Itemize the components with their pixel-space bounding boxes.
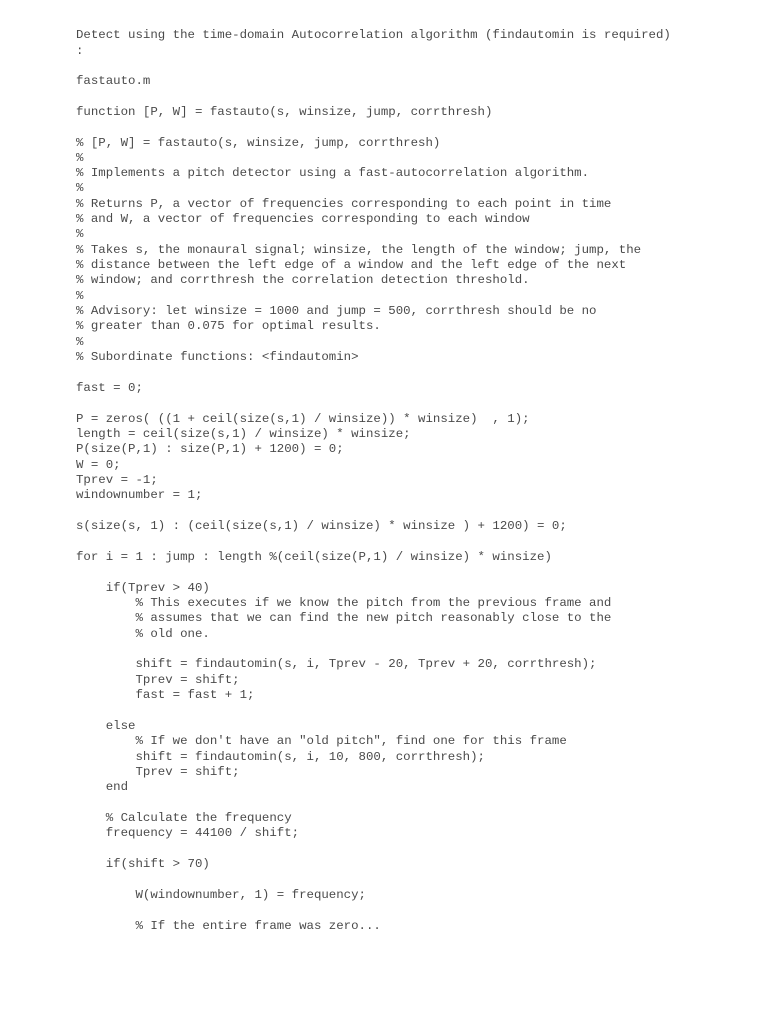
code-line: end [76,780,129,794]
code-line: : [76,44,84,58]
comment-line: % Returns P, a vector of frequencies corresponding to each point in time [76,197,612,211]
file-name: fastauto.m [76,74,151,88]
comment-line: % and W, a vector of frequencies corresponding to each window [76,212,530,226]
code-line: P = zeros( ((1 + ceil(size(s,1) / winsize)) * winsize) , 1); [76,412,530,426]
code-line: windownumber = 1; [76,488,203,502]
code-line: Detect using the time-domain Autocorrelation algorithm (findautomin is required) [76,28,671,42]
code-line: P(size(P,1) : size(P,1) + 1200) = 0; [76,442,344,456]
function-signature: function [P, W] = fastauto(s, winsize, jump, corrthresh) [76,105,493,119]
code-line: if(Tprev > 40) [76,581,210,595]
code-line: Tprev = shift; [76,765,240,779]
comment-line: % Calculate the frequency [76,811,292,825]
comment-line: % This executes if we know the pitch from the previous frame and [76,596,612,610]
code-line: fast = fast + 1; [76,688,255,702]
comment-line: % [P, W] = fastauto(s, winsize, jump, corrthresh) [76,136,441,150]
code-line: shift = findautomin(s, i, Tprev - 20, Tprev + 20, corrthresh); [76,657,597,671]
comment-line: % [76,335,84,349]
code-line: shift = findautomin(s, i, 10, 800, corrthresh); [76,750,485,764]
comment-line: % distance between the left edge of a window and the left edge of the next [76,258,627,272]
comment-line: % If the entire frame was zero... [76,919,381,933]
code-line: s(size(s, 1) : (ceil(size(s,1) / winsize) * winsize ) + 1200) = 0; [76,519,567,533]
comment-line: % Advisory: let winsize = 1000 and jump = 500, corrthresh should be no [76,304,597,318]
comment-line: % Implements a pitch detector using a fast-autocorrelation algorithm. [76,166,590,180]
comment-line: % If we don't have an "old pitch", find one for this frame [76,734,567,748]
comment-line: % old one. [76,627,210,641]
comment-line: % Takes s, the monaural signal; winsize, the length of the window; jump, the [76,243,642,257]
comment-line: % [76,151,84,165]
comment-line: % [76,227,84,241]
comment-line: % window; and corrthresh the correlation detection threshold. [76,273,530,287]
code-line: for i = 1 : jump : length %(ceil(size(P,1) / winsize) * winsize) [76,550,552,564]
code-line: W = 0; [76,458,121,472]
comment-line: % Subordinate functions: <findautomin> [76,350,359,364]
comment-line: % greater than 0.075 for optimal results. [76,319,381,333]
code-line: length = ceil(size(s,1) / winsize) * winsize; [76,427,411,441]
comment-line: % assumes that we can find the new pitch reasonably close to the [76,611,612,625]
comment-line: % [76,181,84,195]
code-line: if(shift > 70) [76,857,210,871]
code-line: fast = 0; [76,381,143,395]
code-line: frequency = 44100 / shift; [76,826,300,840]
code-line: Tprev = -1; [76,473,158,487]
code-line: Tprev = shift; [76,673,240,687]
code-line: else [76,719,136,733]
code-line: W(windownumber, 1) = frequency; [76,888,366,902]
comment-line: % [76,289,84,303]
